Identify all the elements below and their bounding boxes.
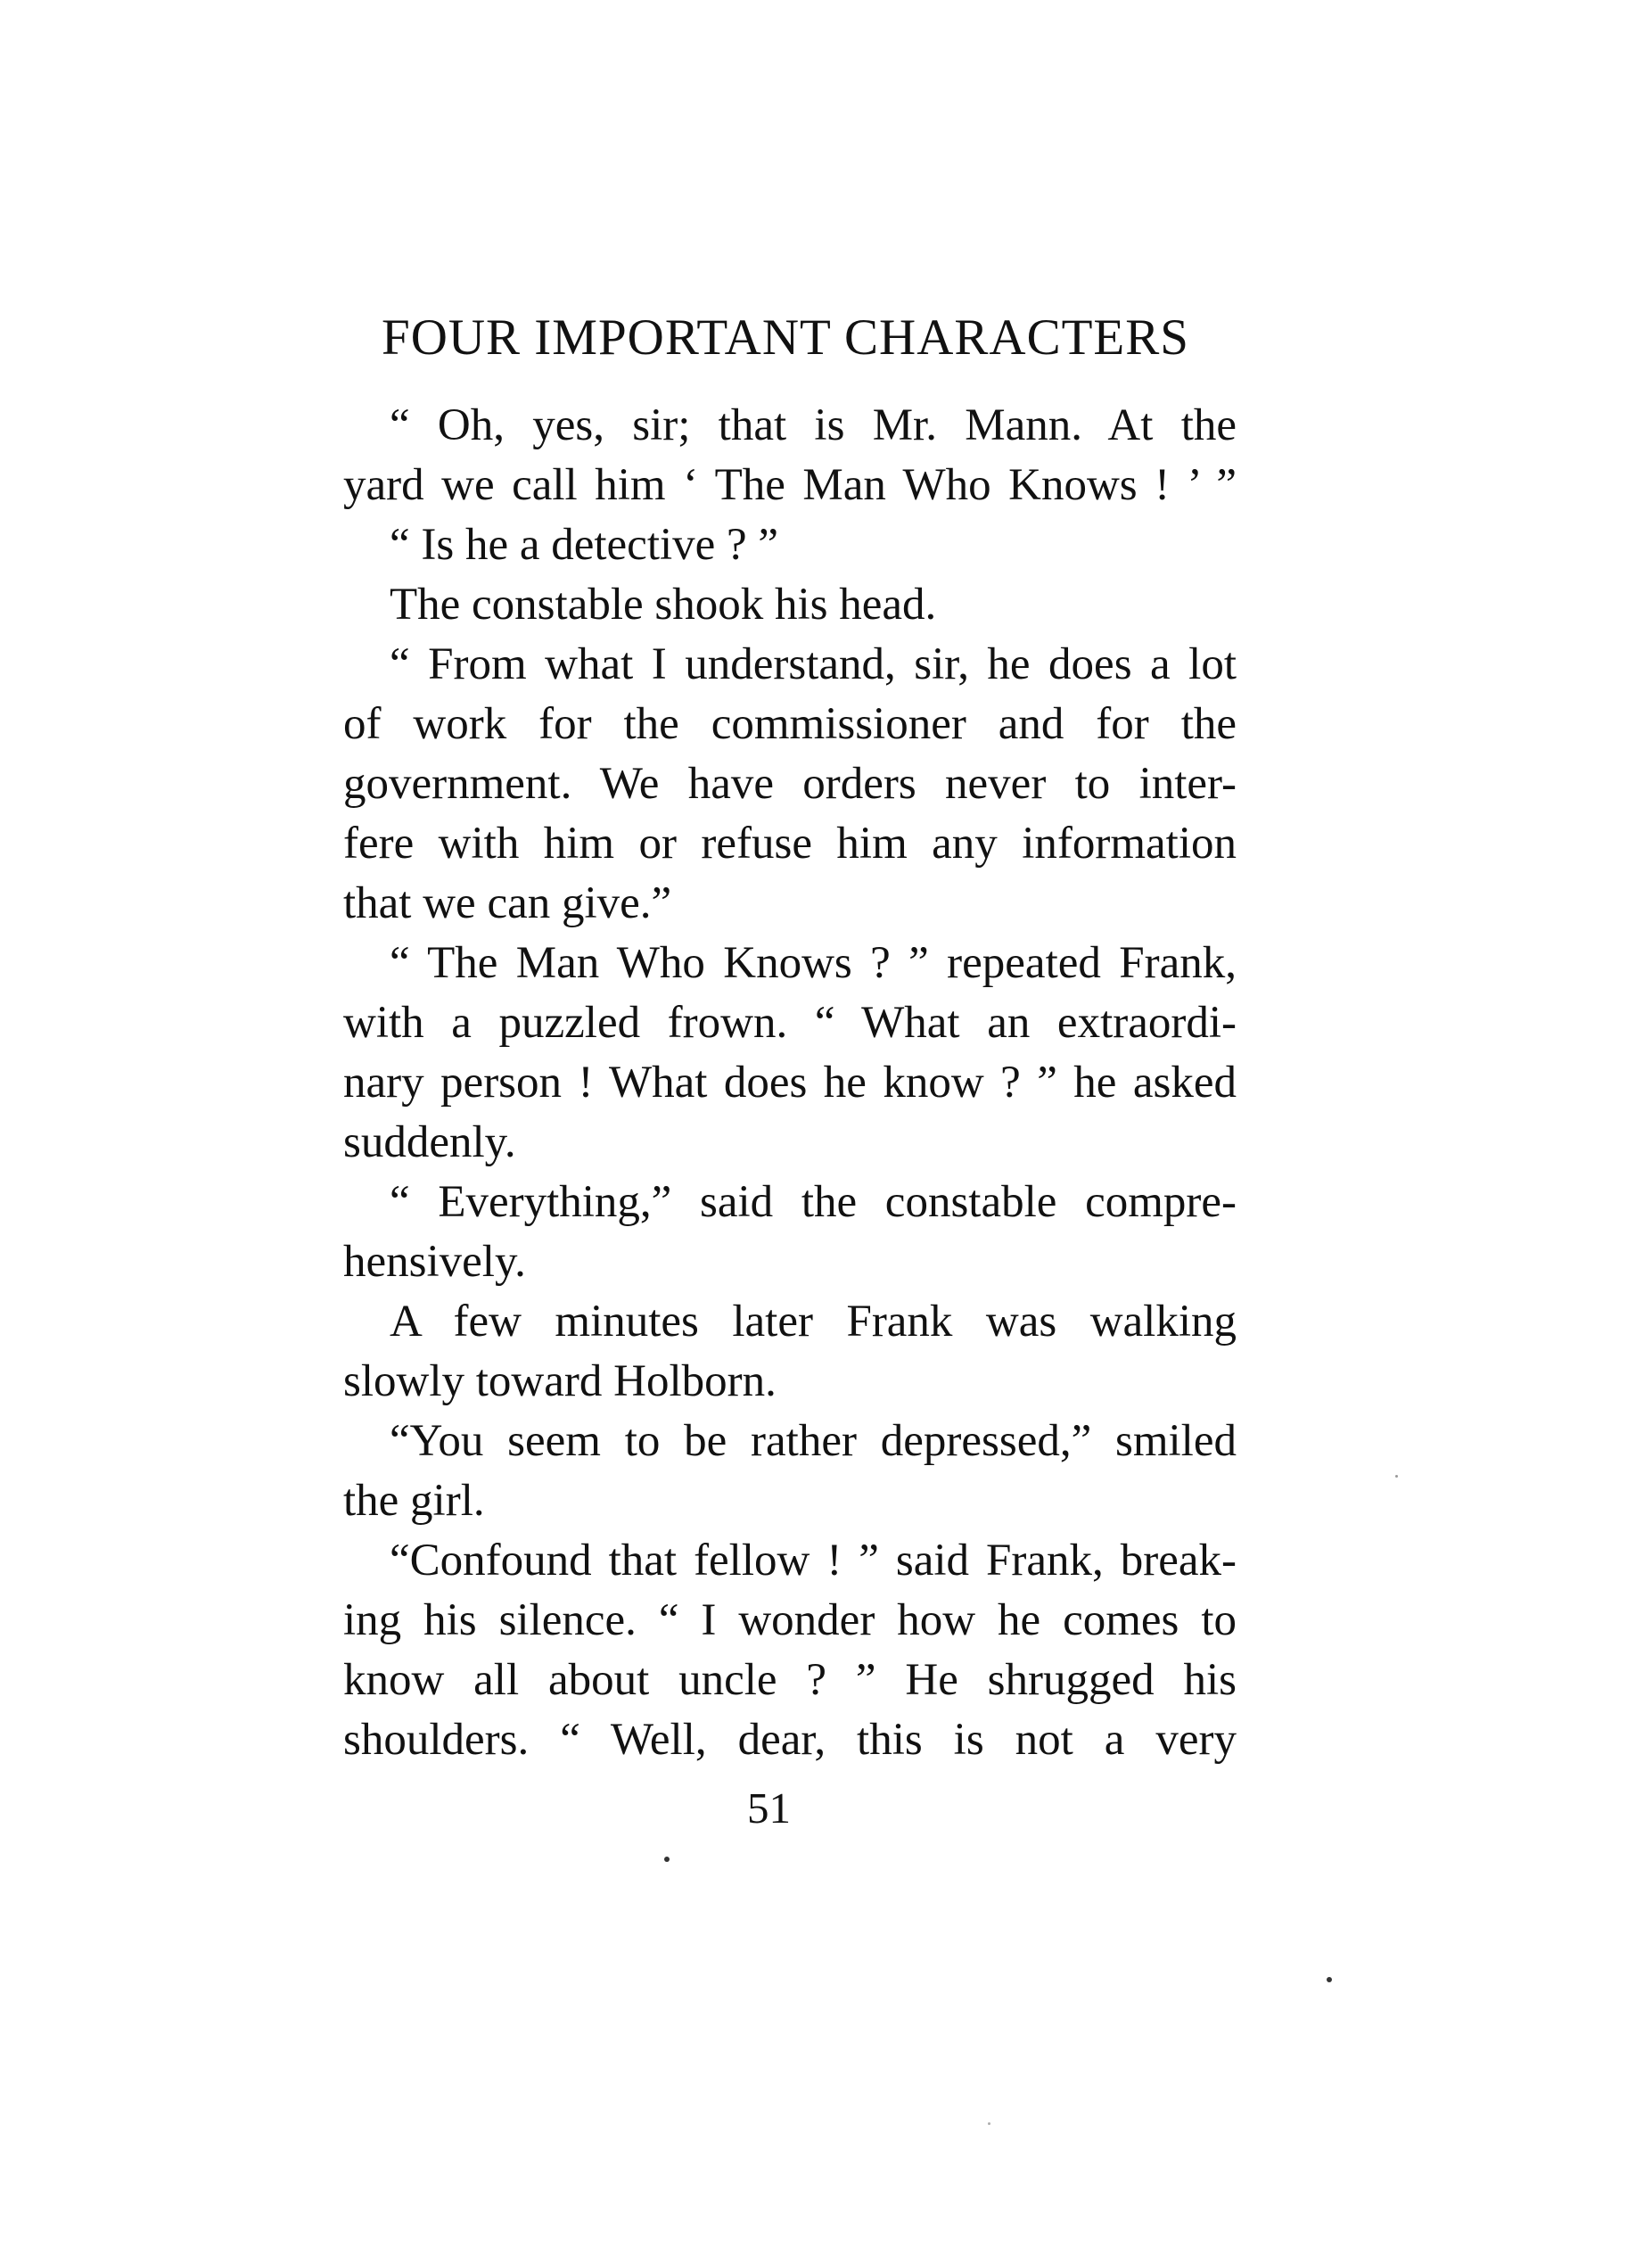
text-line: yard we call him ‘ The Man Who Knows ! ’ ” bbox=[343, 460, 1237, 510]
running-header: FOUR IMPORTANT CHARACTERS bbox=[382, 309, 1189, 366]
text-line: shoulders. “ Well, dear, this is not a very bbox=[343, 1715, 1237, 1765]
scan-speck bbox=[1395, 1475, 1398, 1478]
page-number: 51 bbox=[747, 1783, 791, 1833]
text-line: ing his silence. “ I wonder how he comes to bbox=[343, 1595, 1237, 1645]
text-line: A few minutes later Frank was walking bbox=[390, 1297, 1237, 1347]
text-line: “Confound that fellow ! ” said Frank, break- bbox=[390, 1536, 1237, 1586]
scan-speck bbox=[988, 2122, 990, 2125]
text-line: slowly toward Holborn. bbox=[343, 1356, 777, 1406]
text-line: “You seem to be rather depressed,” smiled bbox=[390, 1416, 1237, 1466]
text-line: of work for the commissioner and for the bbox=[343, 699, 1237, 749]
text-line: know all about uncle ? ” He shrugged his bbox=[343, 1655, 1237, 1705]
scan-speck bbox=[664, 1857, 670, 1862]
text-line: hensively. bbox=[343, 1237, 526, 1287]
text-line: the girl. bbox=[343, 1476, 485, 1526]
text-line: that we can give.” bbox=[343, 878, 672, 928]
text-line: “ From what I understand, sir, he does a lot bbox=[390, 639, 1237, 689]
text-line: “ Is he a detective ? ” bbox=[390, 520, 779, 570]
scan-speck bbox=[1327, 1977, 1332, 1982]
text-line: The constable shook his head. bbox=[390, 580, 937, 630]
text-line: “ The Man Who Knows ? ” repeated Frank, bbox=[390, 938, 1237, 988]
text-line: with a puzzled frown. “ What an extraordi- bbox=[343, 998, 1237, 1048]
text-line: fere with him or refuse him any information bbox=[343, 819, 1237, 869]
text-line: government. We have orders never to inter- bbox=[343, 759, 1237, 809]
text-line: nary person ! What does he know ? ” he asked bbox=[343, 1058, 1237, 1108]
body-text bbox=[343, 396, 1237, 1770]
text-line: “ Everything,” said the constable compre- bbox=[390, 1177, 1237, 1227]
text-line: “ Oh, yes, sir; that is Mr. Mann. At the bbox=[390, 400, 1237, 450]
text-line: suddenly. bbox=[343, 1117, 516, 1167]
